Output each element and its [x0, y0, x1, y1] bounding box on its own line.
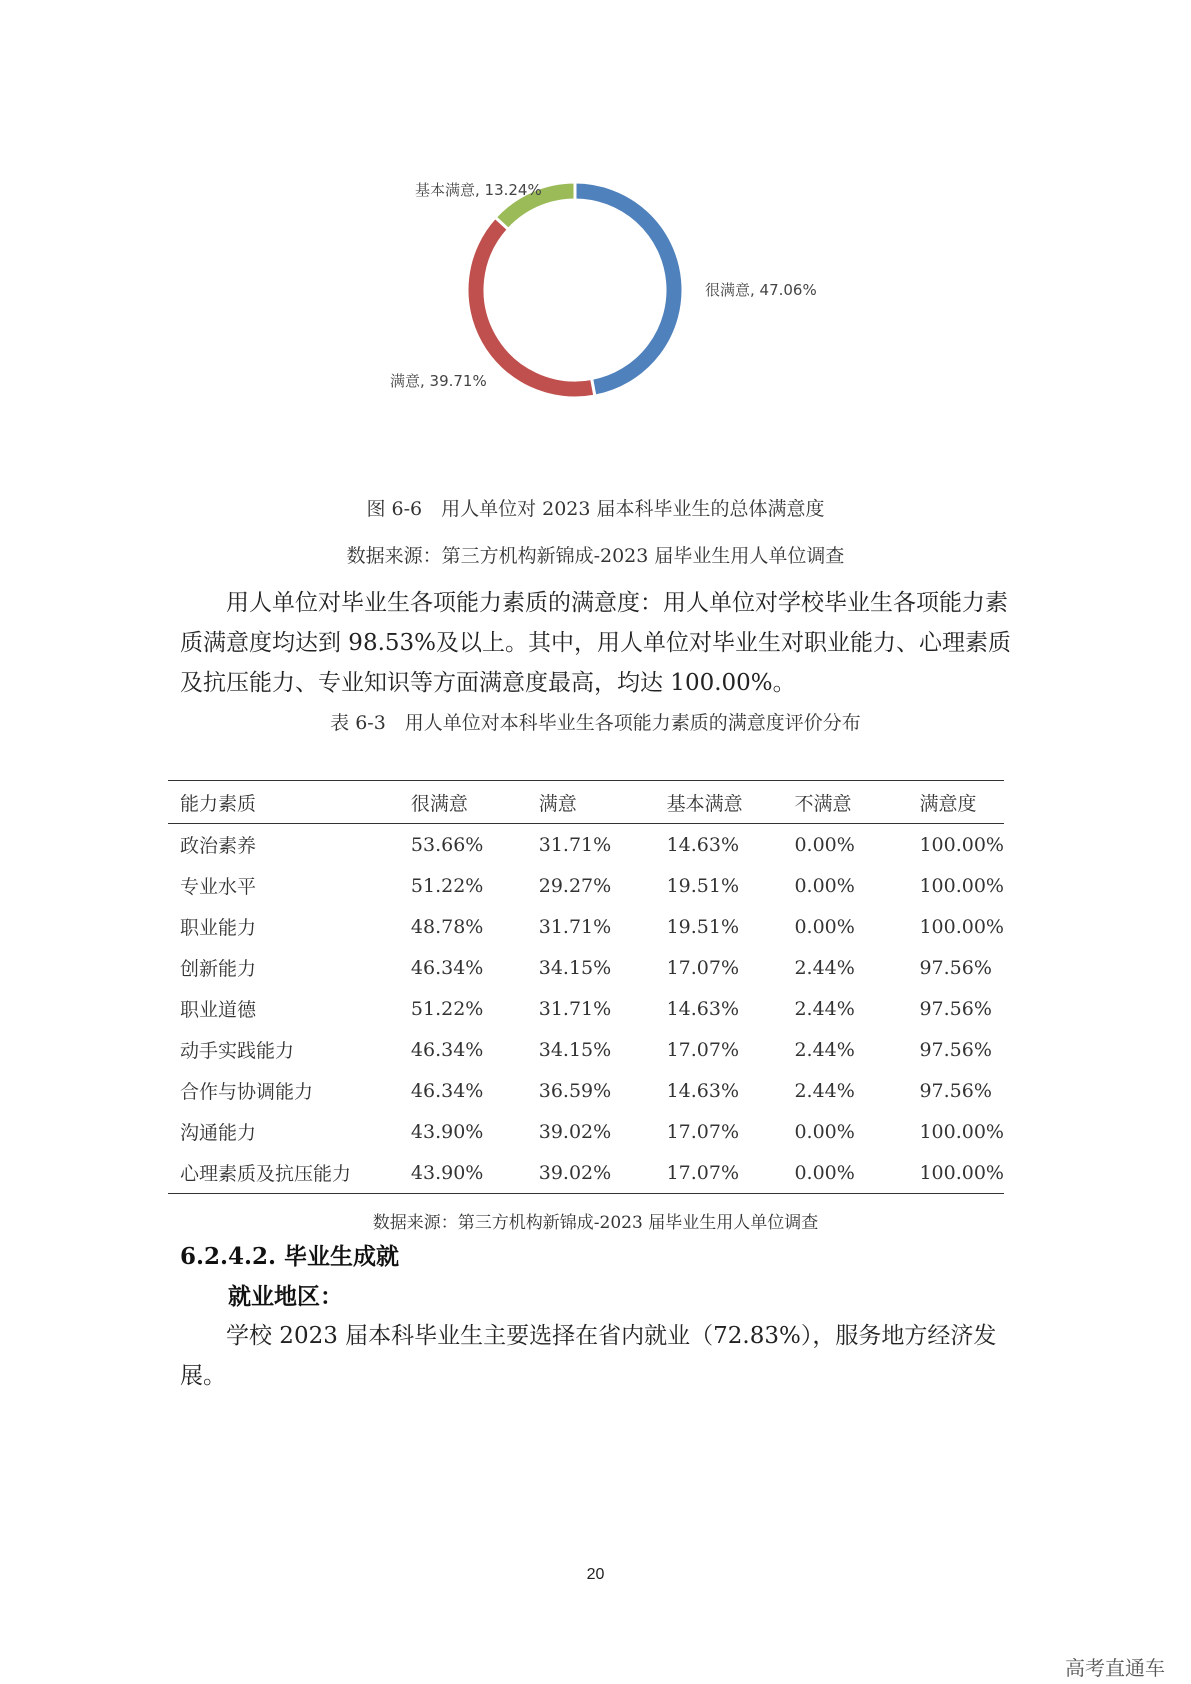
table-cell-value: 14.63% [666, 1079, 740, 1102]
table-cell-ability: 职业道德 [180, 999, 257, 1021]
table-cell-value: 46.34% [410, 956, 484, 979]
header-very-satisfied: 很满意 [399, 781, 527, 824]
table-cell-value: 0.00% [794, 915, 855, 938]
table-cell-value: 46.34% [410, 1038, 484, 1061]
paragraph-ability-satisfaction: 用人单位对毕业生各项能力素质的满意度：用人单位对学校毕业生各项能力素质满意度均达到 98.53%及以上。其中，用人单位对毕业生对职业能力、心理素质及抗压能力、专业知识等方面满意度最高，均达 100.00%。 [180, 590, 1012, 696]
table-cell-value: 31.71% [538, 833, 612, 856]
table-header-row [168, 781, 1004, 824]
header-satisfied: 满意 [527, 781, 655, 824]
table-row [168, 988, 1004, 1029]
table-row [168, 1029, 1004, 1070]
donut-slice-satisfied [467, 217, 595, 398]
table-cell-value: 36.59% [538, 1079, 612, 1102]
watermark: 高考直通车 [1065, 1656, 1165, 1680]
slice-label-basic-satisfied: 基本满意, 13.24% [415, 181, 542, 199]
table-cell-ability: 创新能力 [180, 958, 257, 980]
table-cell-value: 97.56% [919, 997, 992, 1020]
table-cell-value: 19.51% [666, 915, 740, 938]
donut-svg [390, 150, 940, 470]
table-cell-value: 2.44% [794, 1038, 855, 1061]
table-row [168, 1111, 1004, 1152]
header-dissatisfied: 不满意 [782, 781, 907, 824]
table-cell-value: 100.00% [919, 915, 1004, 938]
header-ability: 能力素质 [168, 781, 399, 824]
ability-satisfaction-table [168, 780, 1004, 1194]
table-cell-value: 0.00% [794, 1120, 855, 1143]
table-cell-value: 2.44% [794, 956, 855, 979]
table-cell-ability: 职业能力 [180, 917, 257, 939]
figure-source: 数据来源：第三方机构新锦成-2023 届毕业生用人单位调查 [346, 545, 845, 567]
table-cell-value: 2.44% [794, 997, 855, 1020]
table-cell-value: 53.66% [410, 833, 484, 856]
table-cell-value: 43.90% [399, 1152, 527, 1194]
table-cell-ability: 心理素质及抗压能力 [168, 1152, 399, 1194]
table-row [168, 906, 1004, 947]
sub-heading-employment-region: 就业地区： [228, 1283, 343, 1310]
paragraph-employment-region: 学校 2023 届本科毕业生主要选择在省内就业（72.83%），服务地方经济发展。 [180, 1323, 997, 1389]
section-heading: 6.2.4.2. 毕业生成就 [180, 1243, 400, 1270]
slice-label-very-satisfied: 很满意, 47.06% [705, 281, 817, 299]
table-cell-value: 31.71% [538, 915, 612, 938]
table-cell-value: 100.00% [907, 1152, 1004, 1194]
table-cell-ability: 专业水平 [180, 876, 257, 898]
table-cell-value: 100.00% [919, 833, 1004, 856]
table-cell-value: 19.51% [666, 874, 740, 897]
donut-slice-very-satisfied [575, 182, 683, 396]
table-cell-value: 51.22% [410, 874, 484, 897]
table-cell-value: 31.71% [538, 997, 612, 1020]
table-cell-value: 17.07% [666, 1038, 740, 1061]
table-cell-value: 14.63% [666, 833, 740, 856]
table-caption: 表 6-3 用人单位对本科毕业生各项能力素质的满意度评价分布 [330, 712, 861, 734]
table-cell-value: 14.63% [666, 997, 740, 1020]
table-cell-value: 100.00% [919, 874, 1004, 897]
table-cell-value: 17.07% [655, 1152, 783, 1194]
table-cell-value: 48.78% [410, 915, 484, 938]
table-cell-value: 97.56% [919, 1038, 992, 1061]
slice-label-satisfied: 满意, 39.71% [390, 372, 487, 390]
table-cell-value: 97.56% [919, 956, 992, 979]
satisfaction-donut-chart [390, 150, 940, 470]
table-cell-value: 51.22% [410, 997, 484, 1020]
table-row [168, 1152, 1004, 1194]
table-cell-value: 17.07% [666, 1120, 740, 1143]
table-cell-value: 97.56% [919, 1079, 992, 1102]
table-cell-ability: 合作与协调能力 [180, 1081, 314, 1103]
table-cell-value: 17.07% [666, 956, 740, 979]
table-cell-value: 46.34% [410, 1079, 484, 1102]
page-number: 20 [586, 1566, 605, 1583]
table-cell-ability: 政治素养 [180, 835, 257, 857]
table-cell-value: 39.02% [538, 1120, 612, 1143]
table-row [168, 1070, 1004, 1111]
table-cell-value: 43.90% [410, 1120, 484, 1143]
table-source: 数据来源：第三方机构新锦成-2023 届毕业生用人单位调查 [372, 1213, 819, 1233]
table-cell-value: 2.44% [794, 1079, 855, 1102]
header-basic-satisfied: 基本满意 [655, 781, 783, 824]
table-cell-value: 39.02% [527, 1152, 655, 1194]
table-row [168, 824, 1004, 866]
table-cell-ability: 动手实践能力 [180, 1040, 295, 1062]
table-cell-value: 0.00% [794, 874, 855, 897]
table-cell-value: 0.00% [794, 833, 855, 856]
table-cell-value: 29.27% [538, 874, 612, 897]
table-cell-value: 0.00% [782, 1152, 907, 1194]
table-row [168, 865, 1004, 906]
figure-caption: 图 6-6 用人单位对 2023 届本科毕业生的总体满意度 [366, 498, 825, 520]
table-cell-value: 100.00% [919, 1120, 1004, 1143]
table-row [168, 947, 1004, 988]
header-satisfaction-rate: 满意度 [907, 781, 1004, 824]
table-cell-ability: 沟通能力 [180, 1122, 257, 1144]
table-cell-value: 34.15% [538, 1038, 612, 1061]
table-cell-value: 34.15% [538, 956, 612, 979]
